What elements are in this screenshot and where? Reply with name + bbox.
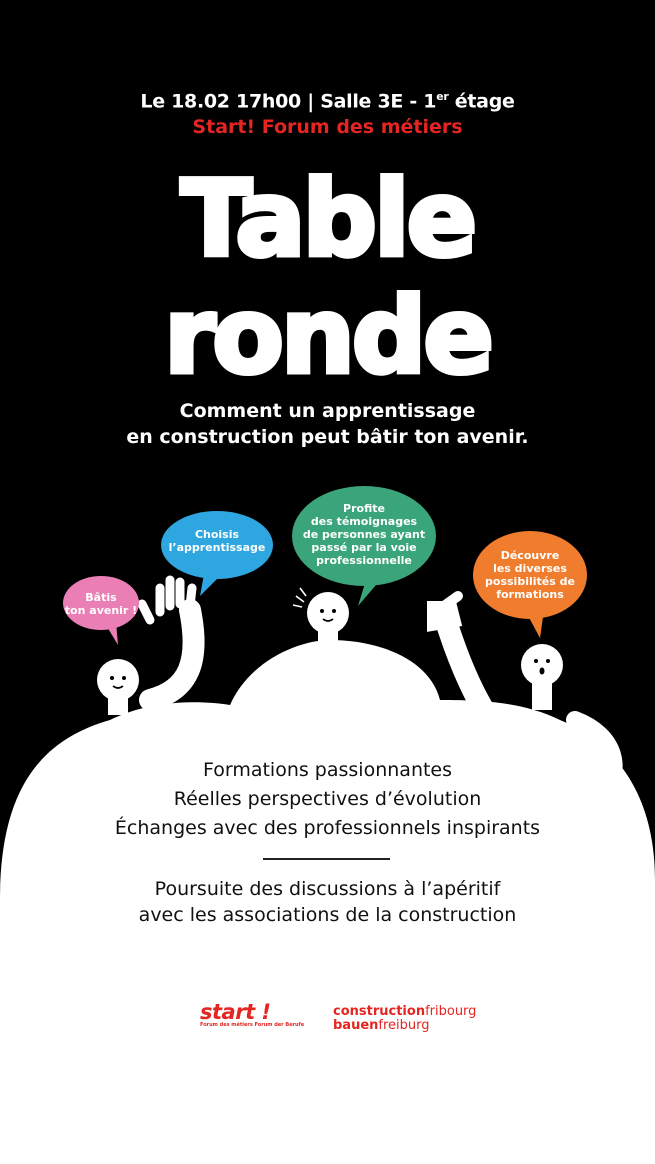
forum-name: Start! Forum des métiers xyxy=(192,116,463,138)
logo-cf-bold-1: construction xyxy=(333,1004,426,1019)
logo-cf-light-1: fribourg xyxy=(425,1004,477,1019)
head-right xyxy=(521,644,563,710)
floor-suffix: er xyxy=(436,90,449,103)
bubble-orange-text xyxy=(473,549,587,601)
logo-cf-light-2: freiburg xyxy=(378,1018,430,1033)
closing-text xyxy=(0,876,655,928)
left-arm xyxy=(150,610,194,700)
bubble-green-line-2: des témoignages xyxy=(310,515,418,528)
bubble-green-line-4: passé par la voie xyxy=(311,541,417,554)
head-left xyxy=(97,659,139,715)
bubble-green-line-3: de personnes ayant xyxy=(302,528,426,541)
bubble-orange-line-1: Découvre xyxy=(500,549,560,562)
bubble-orange-line-3: possibilités de xyxy=(485,575,575,588)
closing-line-2: avec les associations de la construction xyxy=(138,904,517,926)
event-date-line xyxy=(0,90,655,112)
date-text-end: étage xyxy=(448,90,515,113)
right-hand xyxy=(432,596,458,626)
bubble-blue-text xyxy=(161,528,273,554)
bubble-green-text xyxy=(292,502,436,567)
subtitle xyxy=(0,398,655,450)
bubble-blue-line-2: l’apprentissage xyxy=(168,541,266,554)
title-line-1: Table xyxy=(180,158,475,280)
bubble-orange-line-4: formations xyxy=(496,588,564,601)
subtitle-line-2: en construction peut bâtir ton avenir. xyxy=(126,426,529,448)
highlight-item: Échanges avec des professionnels inspirants xyxy=(114,817,541,839)
bubble-pink-line-1: Bâtis xyxy=(85,591,117,604)
bubble-pink-text xyxy=(63,591,139,617)
bubble-green-line-5: professionnelle xyxy=(316,554,412,567)
bubble-green-line-1: Profite xyxy=(343,502,385,515)
head-center xyxy=(293,588,349,648)
logo-cf-bold-2: bauen xyxy=(333,1018,379,1033)
closing-line-1: Poursuite des discussions à l’apéritif xyxy=(154,878,501,900)
subtitle-line-1: Comment un apprentissage xyxy=(179,400,476,422)
bubble-orange-line-2: les diverses xyxy=(493,562,567,575)
highlight-item: Réelles perspectives d’évolution xyxy=(173,788,482,810)
start-logo: start ! xyxy=(200,1000,271,1024)
divider xyxy=(263,858,390,860)
highlight-item: Formations passionnantes xyxy=(202,759,453,781)
highlights-list xyxy=(0,756,655,843)
date-text: Le 18.02 17h00 | Salle 3E - 1 xyxy=(140,90,437,113)
construction-fribourg-logo xyxy=(333,1005,476,1033)
title-line-2: ronde xyxy=(164,275,491,397)
bubble-pink-line-2: ton avenir ! xyxy=(64,604,138,617)
bubble-blue-line-1: Choisis xyxy=(194,528,240,541)
start-logo-subtitle: Forum des métiers Forum der Berufe xyxy=(200,1022,305,1028)
